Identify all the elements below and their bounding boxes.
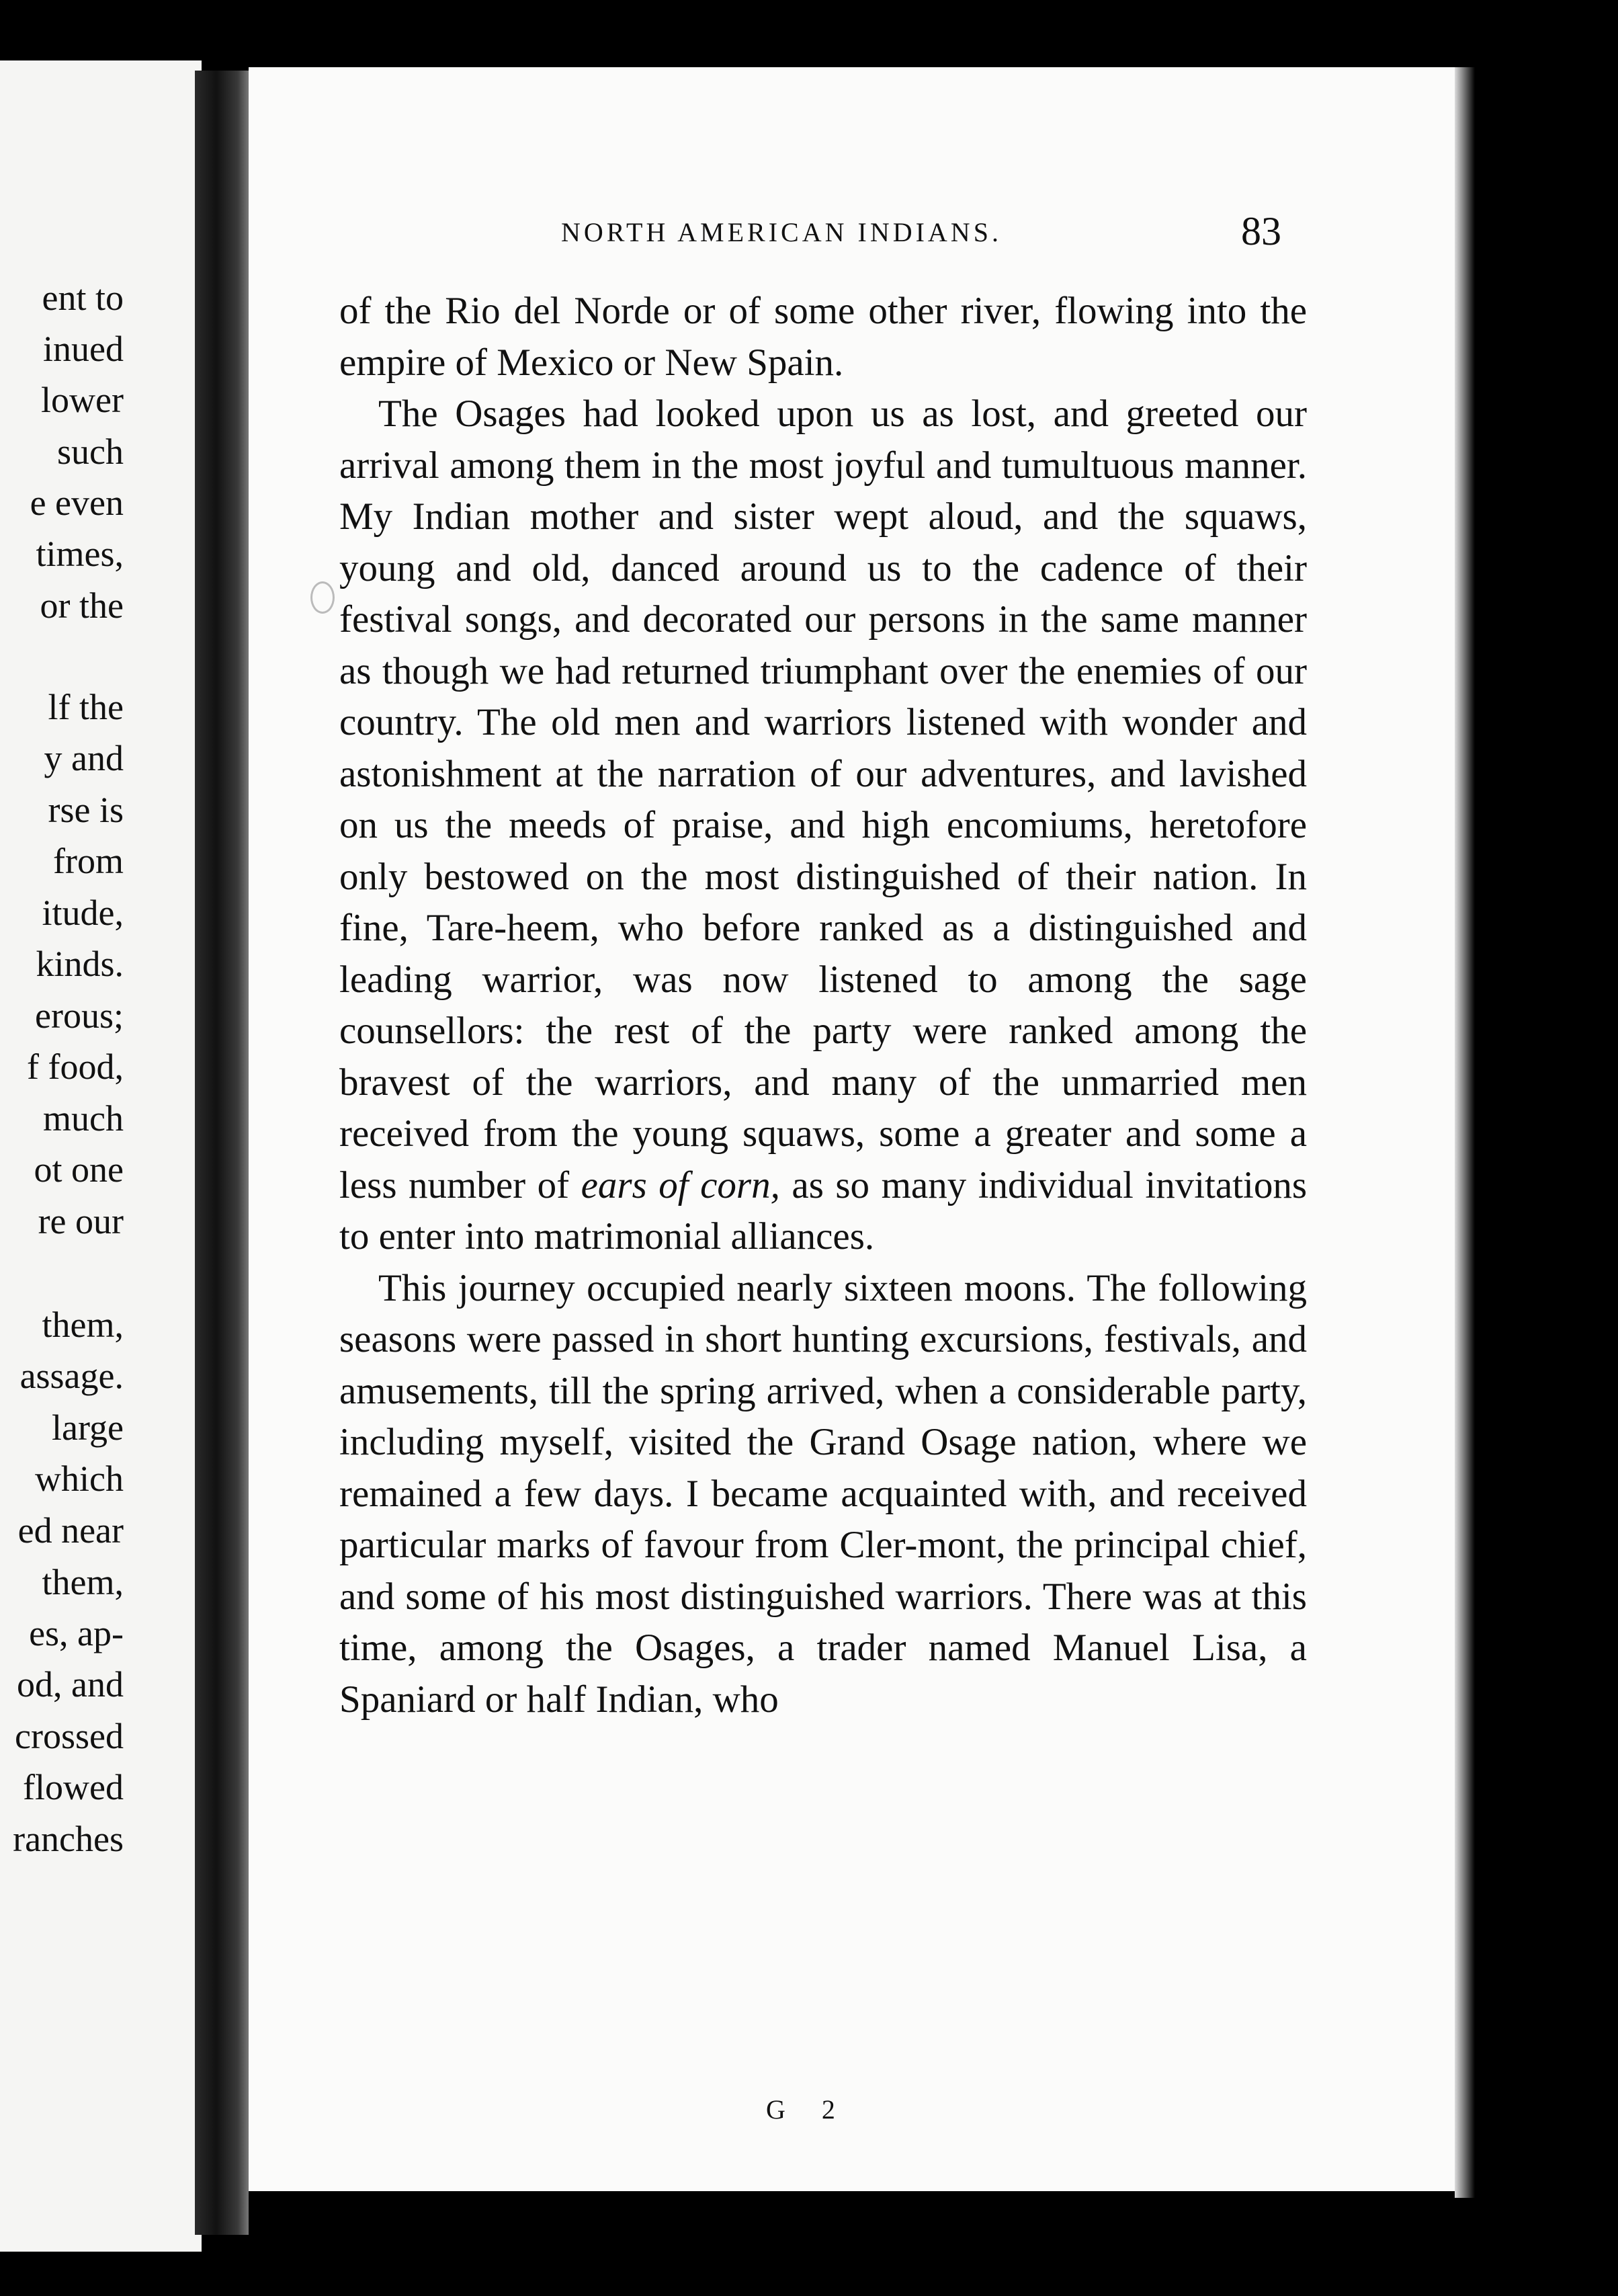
left-page-line: ent to — [42, 278, 124, 318]
left-page-line: inued — [43, 329, 124, 369]
paragraph — [339, 388, 1307, 1263]
left-page-line: assage. — [19, 1356, 124, 1396]
left-page-line: which — [35, 1459, 124, 1499]
left-page-line: times, — [36, 534, 124, 574]
left-page-line: large — [52, 1407, 124, 1448]
paragraph: This journey occupied nearly sixteen moons. The following seasons were passed in short hunting excursions, festivals, and amusements, till the spring arrived, when a considerable party, including myself, visited the Grand Osage nation, where we remained a few days. I became acquainted with, and received particular marks of favour from Cler-mont, the principal chief, and some of his most distinguished warriors. There was at this time, among the Osages, a trader named Manuel Lisa, a Spaniard or half Indian, who — [339, 1266, 1307, 1721]
left-page-fragment — [0, 60, 202, 2252]
left-page-line: kinds. — [36, 944, 124, 984]
running-head: NORTH AMERICAN INDIANS. — [561, 217, 1002, 247]
left-page-line: re our — [38, 1201, 124, 1241]
paragraph: of the Rio del Norde or of some other river, flowing into the empire of Mexico or New Spain. — [339, 290, 1307, 384]
left-page-line: them, — [42, 1562, 124, 1602]
left-page-line: crossed — [15, 1716, 124, 1756]
left-page-line: erous; — [35, 995, 124, 1036]
left-page-line: lf the — [48, 687, 124, 727]
left-page-line: itude, — [42, 893, 124, 933]
left-page-line: or the — [40, 585, 124, 626]
signature-mark: G 2 — [766, 2094, 850, 2125]
left-page-line: f food, — [27, 1047, 124, 1087]
page-number: 83 — [1241, 209, 1281, 253]
left-page-line: ot one — [34, 1149, 124, 1190]
left-page-line: such — [57, 432, 124, 472]
left-page-line: ed near — [17, 1510, 124, 1551]
left-page-line: y and — [44, 738, 124, 778]
left-page-line: e even — [30, 483, 124, 523]
left-page-line: from — [53, 841, 124, 881]
left-page-line: ranches — [13, 1819, 124, 1859]
body-text — [339, 286, 1307, 1725]
book-gutter — [195, 71, 249, 2235]
paragraph-text: as so many individual invitations to enter into matrimonial alliances. — [339, 1163, 1308, 1258]
left-page-line: flowed — [23, 1767, 124, 1807]
left-page-line: lower — [41, 380, 124, 420]
paper-blemish — [310, 581, 335, 614]
page-edge-shadow — [1455, 67, 1475, 2198]
left-page-line: much — [43, 1098, 124, 1139]
left-page-line: them, — [42, 1305, 124, 1345]
left-page-line: es, ap- — [29, 1613, 124, 1653]
book-page — [249, 67, 1455, 2191]
paragraph-text: The Osages had looked upon us as lost, and greeted our arrival among them in the most joyful and tumultuous manner. My Indian mother and sister wept aloud, and the squaws, young and old, danced around us to the cadence of their festival songs, and decorated our persons in the same manner as though we had returned triumphant over the enemies of our country. The old men and warriors listened with wonder and astonishment at the narration of our adventures, and lavished on us the meeds of praise, and high encomiums, heretofore only bestowed on the most distinguished of their nation. In fine, Tare-heem, who before ranked as a distinguished and leading warrior, was now listened to among the sage counsellors: the rest of the party were ranked among the bravest of the warriors, and many of the unmarried men received from the young squaws, some a greater and some a less number of — [339, 393, 1307, 1206]
left-page-line: od, and — [17, 1664, 124, 1705]
left-page-line: rse is — [48, 790, 124, 830]
italic-phrase: ears of corn, — [581, 1163, 780, 1206]
